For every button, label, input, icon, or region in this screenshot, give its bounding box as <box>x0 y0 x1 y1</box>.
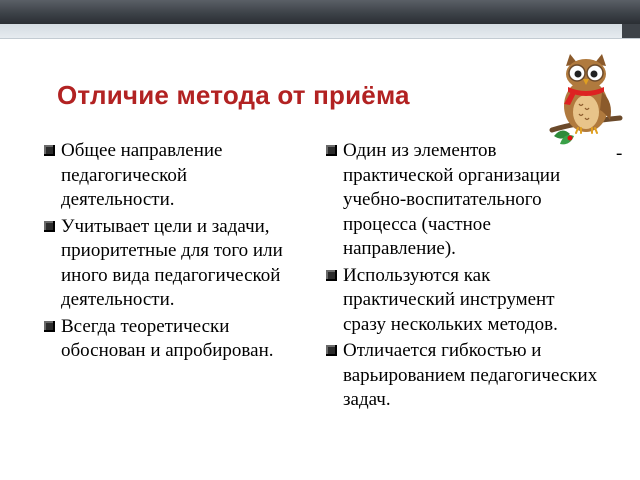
method-item <box>44 139 304 213</box>
slide-title: Отличие метода от приёма <box>57 80 410 110</box>
slide-header-stripe <box>0 24 640 39</box>
slide-header-bar <box>0 0 640 24</box>
stray-dash: - <box>616 143 623 164</box>
method-item-text: Учитывает цели и задачи, приоритетные для того или иного вида педагогической деятельности. <box>61 215 283 310</box>
technique-item-text: Один из элементов практической организации учебно-воспитательного процесса (частное направление). <box>343 140 561 259</box>
technique-item-text: Используются как практический инструмент сразу нескольких методов. <box>343 264 558 335</box>
square-bullet-icon <box>44 145 55 156</box>
technique-item <box>326 139 598 262</box>
method-item-text: Всегда теоретически обоснован и апробирован. <box>61 315 274 361</box>
square-bullet-icon <box>326 145 337 156</box>
slide-header-corner <box>622 24 640 38</box>
method-item <box>44 315 304 364</box>
technique-item-text: Отличается гибкостью и варьированием педагогических задач. <box>343 340 598 410</box>
method-item-text: Общее направление педагогической деятельности. <box>61 140 223 210</box>
owl-scholar-icon <box>548 52 624 148</box>
method-item <box>44 215 304 313</box>
square-bullet-icon <box>326 270 337 281</box>
square-bullet-icon <box>326 345 337 356</box>
square-bullet-icon <box>44 321 55 332</box>
method-column <box>44 139 304 366</box>
square-bullet-icon <box>44 221 55 232</box>
technique-item <box>326 264 598 338</box>
technique-item <box>326 339 598 413</box>
technique-column <box>326 139 598 415</box>
